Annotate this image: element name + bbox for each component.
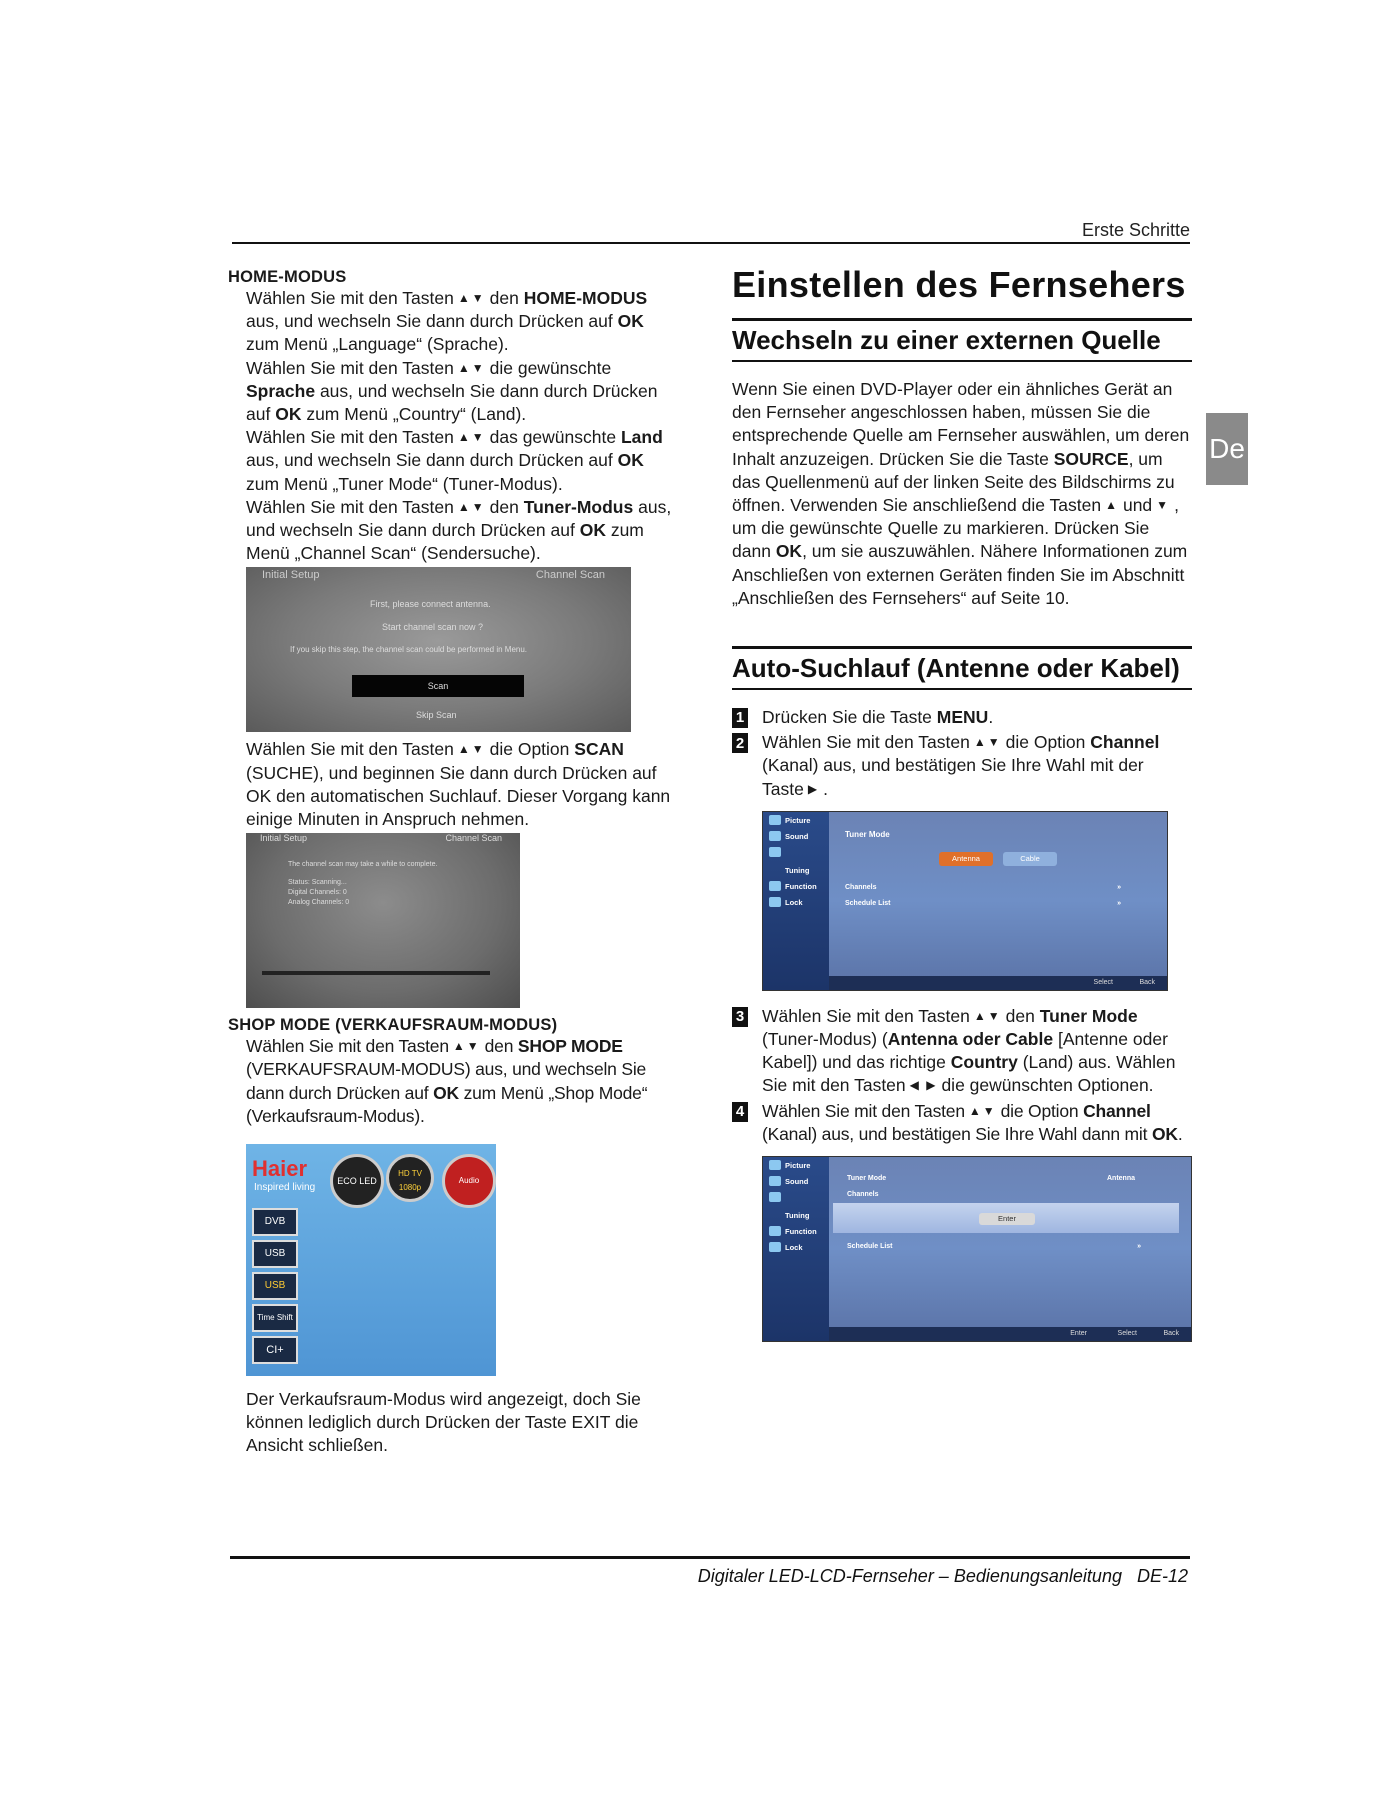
shop-mode-note: Der Verkaufsraum-Modus wird angezeigt, doch Sie können lediglich durch Drücken der Taste EXIT die Ansicht schließen. bbox=[246, 1389, 641, 1456]
up-down-arrows-icon: ▲▼ bbox=[457, 291, 486, 305]
up-down-arrows-icon: ▲▼ bbox=[973, 735, 1002, 750]
tv-menu-sound: Sound bbox=[763, 1173, 829, 1189]
shop-mode-heading: SHOP MODE (VERKAUFSRAUM-MODUS) bbox=[228, 1016, 558, 1035]
left-right-arrows-icon: ◀ ▶ bbox=[909, 1078, 938, 1093]
channel-scan-screenshot: Initial Setup Channel Scan The channel scan may take a while to complete. Status: Scanning... Digital Channels: 0 Analog Channels: 0 bbox=[246, 833, 520, 1008]
tv-sidebar bbox=[763, 1157, 829, 1341]
antenna-option: Antenna bbox=[939, 852, 993, 866]
step-4: 4 Wählen Sie mit den Tasten ▲▼ die Option Channel (Kanal) aus, und bestätigen Sie Ihre Wahl dann mit OK. bbox=[732, 1100, 1192, 1146]
up-down-arrows-icon: ▲▼ bbox=[457, 430, 486, 445]
step-3: 3 Wählen Sie mit den Tasten ▲▼ den Tuner Mode (Tuner-Modus) (Antenna oder Cable [Antenne oder Kabel]) und das richtige Country (Land) aus. Wählen Sie mit den Tasten ◀ ▶ die gewünschten Optionen. bbox=[732, 1005, 1192, 1098]
auto-scan-steps bbox=[732, 706, 1192, 1342]
usb-icon: USB bbox=[252, 1240, 298, 1268]
step-2: 2 Wählen Sie mit den Tasten ▲▼ die Option Channel (Kanal) aus, und bestätigen Sie Ihre Wahl mit der Taste ▶ . bbox=[732, 731, 1192, 801]
tv-menu-picture: Picture bbox=[763, 1157, 829, 1173]
time-shift-icon: Time Shift bbox=[252, 1304, 298, 1332]
cable-option: Cable bbox=[1003, 852, 1057, 866]
auto-scan-heading: Auto-Suchlauf (Antenne oder Kabel) bbox=[732, 646, 1192, 690]
skip-scan-option: Skip Scan bbox=[416, 710, 457, 721]
up-down-arrows-icon: ▲▼ bbox=[457, 499, 486, 514]
step-number: 2 bbox=[732, 733, 748, 753]
home-mode-heading: HOME-MODUS bbox=[228, 268, 347, 286]
up-down-arrows-icon: ▲▼ bbox=[968, 1103, 997, 1118]
down-arrow-icon: ▼ bbox=[1156, 498, 1171, 513]
scan-paragraph: Wählen Sie mit den Tasten ▲▼ die Option SCAN (SUCHE), und beginnen Sie dann durch Drücken auf OK den automatischen Suchlauf. Dieser Vorgang kann einige Minuten in Anspruch nehmen. bbox=[246, 739, 671, 830]
right-arrow-icon: ▶ bbox=[807, 781, 820, 796]
tv-menu-lock: Lock bbox=[763, 894, 829, 910]
external-source-heading: Wechseln zu einer externen Quelle bbox=[732, 318, 1192, 362]
dvb-icon: DVB bbox=[252, 1208, 298, 1236]
initial-setup-screenshot: Initial Setup Channel Scan First, please connect antenna. Start channel scan now ? If you skip this step, the channel scan could be performed in Menu. Scan Skip Scan bbox=[246, 567, 631, 732]
shop-mode-screenshot: Haier Inspired living ECO LED HD TV 1080p Audio DVB USB USB Time Shift CI+ bbox=[246, 1144, 496, 1376]
tv-menu-tuning: Tuning bbox=[763, 844, 829, 878]
footer-rule bbox=[230, 1556, 1190, 1559]
shop-mode-paragraph: Wählen Sie mit den Tasten ▲▼ den SHOP MODE (VERKAUFSRAUM-MODUS) aus, und wechseln Sie dann durch Drücken auf OK zum Menü „Shop Mode“ (Verkaufsraum-Modus). bbox=[246, 1036, 648, 1126]
up-down-arrows-icon: ▲▼ bbox=[973, 1008, 1002, 1023]
header-rule bbox=[232, 242, 1190, 244]
hd-tv-badge: HD TV 1080p bbox=[386, 1154, 434, 1202]
step-1: 1 Drücken Sie die Taste MENU. bbox=[732, 706, 1192, 729]
ci-plus-icon: CI+ bbox=[252, 1336, 298, 1364]
tv-menu-sound: Sound bbox=[763, 828, 829, 844]
home-mode-paragraph-4: Wählen Sie mit den Tasten ▲▼ den Tuner-Modus aus, und wechseln Sie dann durch Drücken auf OK zum Menü „Channel Scan“ (Sendersuche). bbox=[246, 496, 672, 564]
up-down-arrows-icon: ▲▼ bbox=[457, 742, 486, 757]
tv-menu-picture: Picture bbox=[763, 812, 829, 828]
tv-menu-tuning: Tuning bbox=[763, 1189, 829, 1223]
footer-text: Digitaler LED-LCD-Fernseher – Bedienungsanleitung DE-12 bbox=[697, 1566, 1188, 1586]
section-label: Erste Schritte bbox=[1081, 220, 1190, 240]
audio-badge: Audio bbox=[442, 1154, 496, 1208]
up-down-arrows-icon: ▲▼ bbox=[457, 360, 486, 375]
tv-menu-lock: Lock bbox=[763, 1239, 829, 1255]
eco-led-badge: ECO LED bbox=[330, 1154, 384, 1208]
step-number: 3 bbox=[732, 1007, 748, 1027]
home-mode-paragraph-1: Wählen Sie mit den Tasten ▲▼ den HOME-MODUS aus, und wechseln Sie dann durch Drücken auf OK zum Menü „Language“ (Sprache). bbox=[246, 288, 648, 355]
left-column bbox=[228, 268, 678, 1458]
step-number: 4 bbox=[732, 1102, 748, 1122]
tuner-mode-menu-screenshot: Picture Sound Tuning Function Lock Tuner Mode Antenna Cable Channels » Schedule List » Select Back bbox=[762, 811, 1168, 991]
tv-sidebar bbox=[763, 812, 829, 990]
language-tab: De bbox=[1206, 413, 1248, 485]
home-mode-paragraph-3: Wählen Sie mit den Tasten ▲▼ das gewünschte Land aus, und wechseln Sie dann durch Drücken auf OK zum Menü „Tuner Mode“ (Tuner-Modus). bbox=[246, 427, 663, 494]
channels-menu-screenshot: Picture Sound Tuning Function Lock Tuner Mode Antenna Channels Enter Schedule List » Enter Select Back bbox=[762, 1156, 1192, 1342]
up-down-arrows-icon: ▲▼ bbox=[452, 1039, 481, 1054]
page-title: Einstellen des Fernsehers bbox=[732, 264, 1186, 305]
external-source-paragraph: Wenn Sie einen DVD-Player oder ein ähnliches Gerät an den Fernseher angeschlossen haben, müssen Sie die entsprechende Quelle am Fernseher auswählen, um deren Inhalt anzuzeigen. Drücken Sie die Taste SOURCE, um das Quellenmenü auf der linken Seite des Bildschirms zu öffnen. Verwenden Sie anschließend die Tasten ▲ und ▼ , um die gewünschte Quelle zu markieren. Drücken Sie dann OK, um sie auszuwählen. Nähere Informationen zum Anschließen von externen Geräten finden Sie im Abschnitt „Anschließen des Fernsehers“ auf Seite 10. bbox=[732, 379, 1190, 608]
step-number: 1 bbox=[732, 708, 748, 728]
up-arrow-icon: ▲ bbox=[1105, 498, 1119, 513]
tv-menu-function: Function bbox=[763, 878, 829, 894]
brand-logo: Haier bbox=[252, 1156, 308, 1182]
enter-button: Enter bbox=[979, 1213, 1035, 1225]
tv-menu-function: Function bbox=[763, 1223, 829, 1239]
right-column bbox=[732, 264, 1192, 1342]
home-mode-paragraph-2: Wählen Sie mit den Tasten ▲▼ die gewünschte Sprache aus, und wechseln Sie dann durch Drücken auf OK zum Menü „Country“ (Land). bbox=[246, 357, 658, 425]
scan-option: Scan bbox=[352, 675, 524, 697]
usb-media-icon: USB bbox=[252, 1272, 298, 1300]
